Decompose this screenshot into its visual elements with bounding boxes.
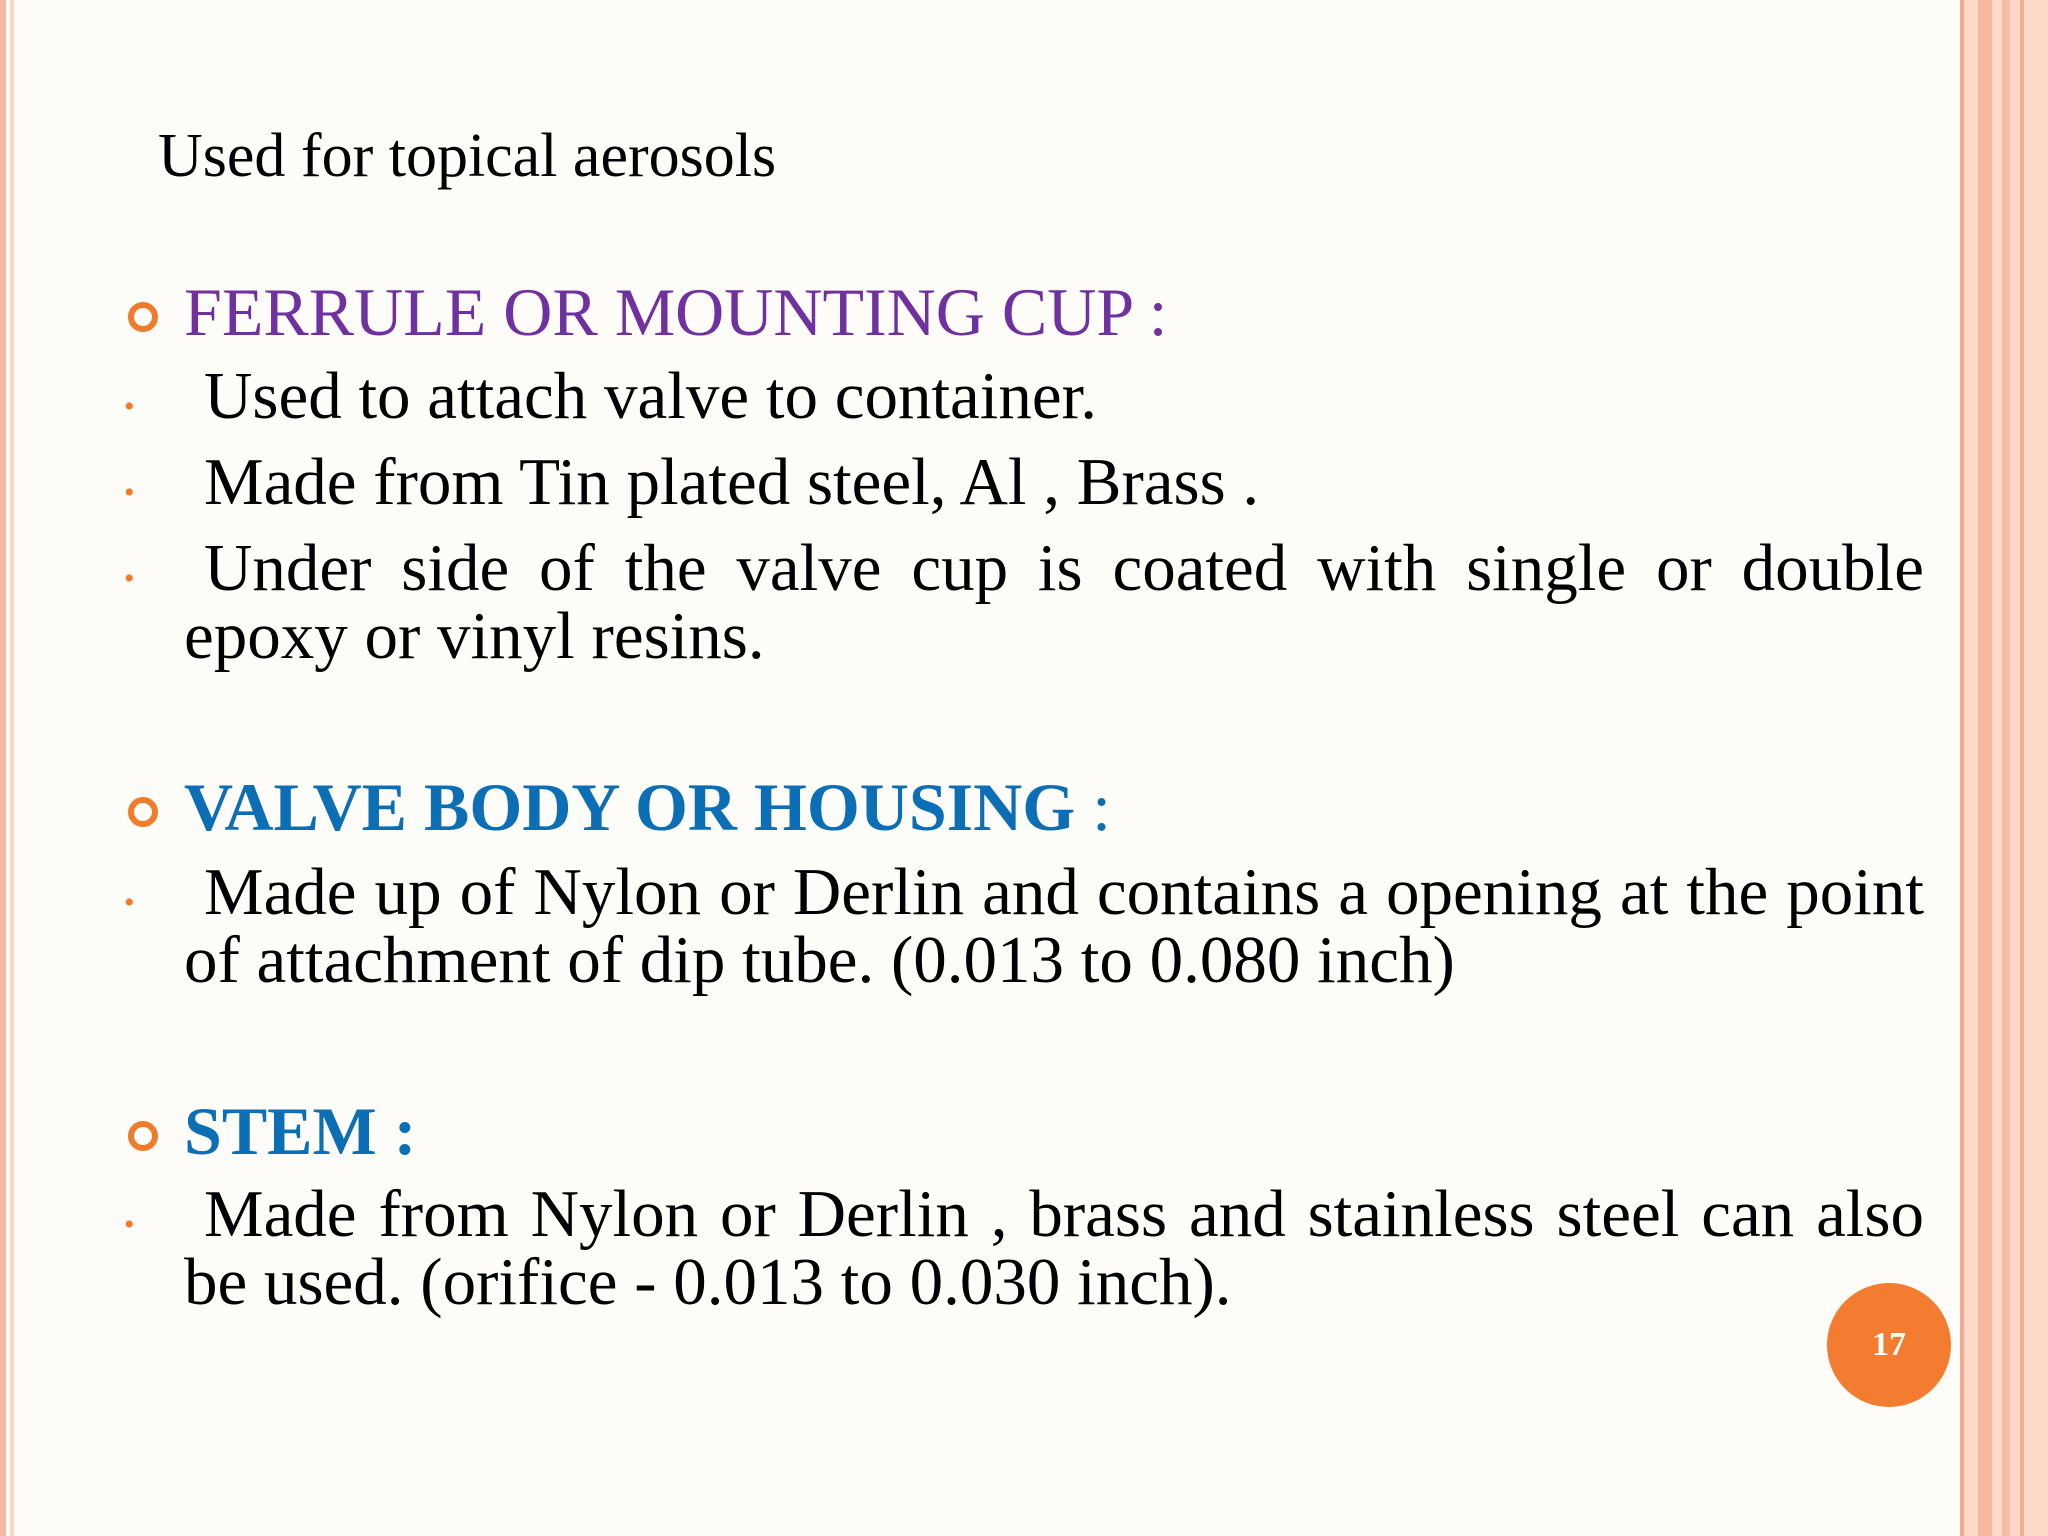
section-heading-text: STEM : <box>184 1093 417 1169</box>
right-border-line <box>1978 0 1992 1536</box>
section-heading-text: FERRULE OR MOUNTING CUP <box>184 274 1132 350</box>
bullet-dot-icon: • <box>124 390 135 423</box>
bullet-text: Made from Tin plated steel, Al , Brass . <box>204 445 1260 519</box>
bullet-text: Under side of the valve cup is coated with single or double epoxy or vinyl resins. <box>184 531 1924 673</box>
left-border-stripe-inner <box>10 0 14 1536</box>
section-heading-ferrule <box>184 276 1168 348</box>
bullet-dot-icon: • <box>124 886 135 919</box>
page-number-badge: 17 <box>1827 1283 1951 1407</box>
section-heading-text: VALVE BODY OR HOUSING <box>184 769 1076 845</box>
section-heading-valve-body <box>184 771 1111 843</box>
slide-subtitle: Used for topical aerosols <box>158 122 777 190</box>
left-border-stripe <box>0 0 6 1536</box>
bullet-dot-icon: • <box>124 476 135 509</box>
bullet-dot-icon: • <box>124 1208 135 1241</box>
section-heading-stem <box>184 1095 416 1167</box>
bullet-dot-icon: • <box>124 562 135 595</box>
section-heading-suffix: : <box>1131 274 1168 350</box>
section-heading-suffix: : <box>1075 769 1112 845</box>
ring-bullet-icon <box>128 302 158 332</box>
bullet-text: Used to attach valve to container. <box>204 359 1098 433</box>
right-border-line <box>2020 0 2024 1536</box>
right-border-line <box>1960 0 1964 1536</box>
right-border-line <box>2002 0 2010 1536</box>
ring-bullet-icon <box>128 1121 158 1151</box>
bullet-text: Made up of Nylon or Derlin and contains a opening at the point of attachment of dip tube. (0.013 to 0.080 inch) <box>184 855 1924 997</box>
ring-bullet-icon <box>128 797 158 827</box>
bullet-text: Made from Nylon or Derlin , brass and stainless steel can also be used. (orifice - 0.013 to 0.030 inch). <box>184 1177 1924 1319</box>
